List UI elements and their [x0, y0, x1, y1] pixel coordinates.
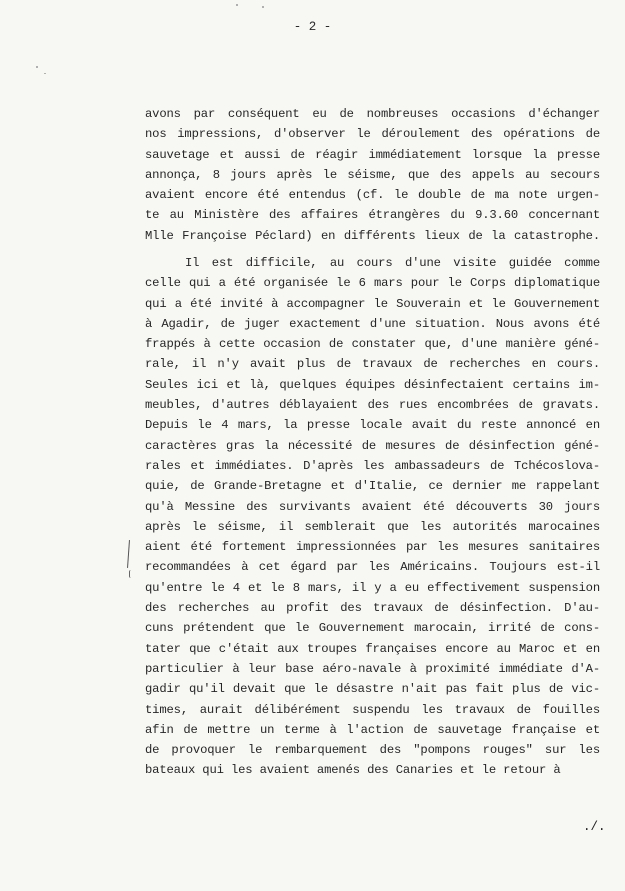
- text-line: de provoquer le rembarquement des "pompons rouges" sur les: [145, 743, 600, 758]
- margin-mark: [127, 540, 130, 568]
- text-line: frappés à cette occasion de constater que, d'une manière géné-: [145, 337, 600, 352]
- text-line: des recherches au profit des travaux de désinfection. D'au-: [145, 601, 600, 616]
- text-line: particulier à leur base aéro-navale à proximité immédiate d'A-: [145, 661, 600, 676]
- text-line: te au Ministère des affaires étrangères du 9.3.60 concernant: [145, 208, 600, 223]
- text-line: qu'à Messine des survivants avaient été découverts 30 jours: [145, 499, 600, 514]
- text-line: avons par conséquent eu de nombreuses occasions d'échanger: [145, 107, 600, 121]
- page-number: - 2 -: [293, 20, 332, 34]
- text-line: après le séisme, il semblerait que les autorités marocaines: [145, 519, 600, 534]
- text-line: Depuis le 4 mars, la presse locale avait du reste annoncé en: [145, 418, 600, 433]
- text-line: qu'entre le 4 et le 8 mars, il y a eu effectivement suspension: [145, 580, 600, 595]
- margin-mark: [129, 570, 134, 578]
- paragraph-1: [145, 104, 600, 246]
- paper-speck: [262, 6, 264, 8]
- text-line: Seules ici et là, quelques équipes désinfectaient certains im-: [145, 377, 600, 392]
- text-line: qui a été invité à accompagner le Souverain et le Gouvernement: [145, 296, 600, 311]
- text-line: tater que c'était aux troupes françaises encore au Maroc et en: [145, 641, 600, 656]
- text-line: sauvetage et aussi de réagir immédiatement lorsque la presse: [145, 147, 600, 162]
- text-line: annonça, 8 jours après le séisme, que des appels au secours: [145, 167, 600, 182]
- text-line: Mlle Françoise Péclard) en différents lieux de la catastrophe.: [145, 228, 600, 243]
- text-line: Il est difficile, au cours d'une visite guidée comme: [185, 256, 600, 270]
- text-line: caractères gras la nécessité de mesures de désinfection géné-: [145, 438, 600, 453]
- text-line: nos impressions, d'observer le déroulement des opérations de: [145, 127, 600, 142]
- text-line: avaient encore été entendus (cf. le double de ma note urgen-: [145, 188, 600, 203]
- text-line: aient été fortement impressionnées par les mesures sanitaires: [145, 540, 600, 555]
- text-line: celle qui a été organisée le 6 mars pour le Corps diplomatique: [145, 276, 600, 291]
- continuation-mark: ./.: [583, 820, 606, 834]
- paper-speck: [236, 4, 238, 6]
- text-line: à Agadir, de juger exactement d'une situation. Nous avons été: [145, 316, 600, 331]
- paragraph-2: [145, 253, 600, 781]
- text-line: times, aurait délibérément suspendu les travaux de fouilles: [145, 702, 600, 717]
- text-line: afin de mettre un terme à l'action de sauvetage française et: [145, 722, 600, 737]
- text-line: rales et immédiates. D'après les ambassadeurs de Tchécoslova-: [145, 458, 600, 473]
- text-line: rale, il n'y avait plus de travaux de recherches en cours.: [145, 357, 600, 372]
- text-line: bateaux qui les avaient amenés des Canaries et le retour à: [145, 763, 561, 778]
- text-line: cuns prétendent que le Gouvernement marocain, irrité de cons-: [145, 621, 600, 636]
- paper-speck: [44, 73, 46, 74]
- text-line: quie, de Grande-Bretagne et d'Italie, ce dernier me rappelant: [145, 479, 600, 494]
- paper-speck: [36, 66, 38, 68]
- text-line: recommandées à cet égard par les Américains. Toujours est-il: [145, 560, 600, 575]
- text-line: gadir qu'il devait que le désastre n'ait pas fait plus de vic-: [145, 682, 600, 697]
- text-line: meubles, d'autres déblayaient des rues encombrées de gravats.: [145, 398, 600, 413]
